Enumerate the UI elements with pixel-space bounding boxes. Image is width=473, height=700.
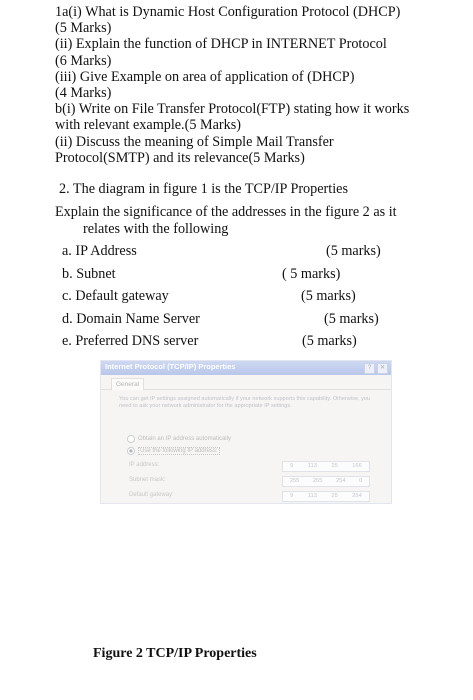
q1-line: (4 Marks)	[55, 85, 112, 102]
item-marks: (5 marks)	[302, 333, 357, 349]
q1-line: (5 Marks)	[55, 20, 112, 37]
subnet-mask-row	[127, 476, 377, 486]
list-item	[62, 266, 392, 289]
q1-line: (ii) Discuss the meaning of Simple Mail Transfer	[55, 133, 334, 150]
question-1	[55, 4, 465, 166]
octet: 113	[307, 493, 317, 499]
item-label: d. Domain Name Server	[62, 310, 200, 327]
ip-address-field[interactable]	[282, 461, 370, 472]
q1-line: 1a(i) What is Dynamic Host Configuration Protocol (DHCP)	[55, 4, 401, 20]
q1-line: with relevant example.(5 Marks)	[55, 117, 241, 134]
octet: 0	[359, 478, 363, 484]
octet: 25	[331, 493, 338, 499]
octet: 255	[312, 478, 323, 484]
dialog-titlebar	[101, 361, 391, 375]
list-item	[62, 311, 392, 334]
radio-label: Use the following IP address:	[140, 448, 218, 454]
octet: 9	[290, 493, 294, 499]
octet: 9	[290, 463, 294, 469]
item-label: e. Preferred DNS server	[62, 333, 199, 349]
dialog-description: You can get IP settings assigned automatically if your network supports this capability. Otherwise, you need to ask your network administrator for the appropriate IP settings.	[119, 396, 371, 410]
list-item	[62, 288, 392, 311]
radio-obtain-automatically[interactable]	[127, 435, 231, 443]
list-item	[62, 333, 392, 356]
radio-label: Obtain an IP address automatically	[138, 436, 231, 442]
ip-address-label: IP address:	[129, 462, 160, 468]
octet: 113	[307, 463, 317, 469]
octet: 254	[335, 478, 346, 484]
item-marks: (5 marks)	[301, 288, 356, 304]
intro-line: Explain the significance of the addresses in the figure 2 as it	[55, 204, 397, 220]
subnet-mask-label: Subnet mask:	[129, 477, 166, 483]
tab-row	[101, 375, 391, 390]
radio-button-icon[interactable]	[127, 435, 135, 443]
intro-line: relates with the following	[83, 220, 229, 237]
item-marks: (5 marks)	[324, 310, 379, 327]
list-item	[62, 243, 392, 266]
tab-general[interactable]: General	[111, 378, 144, 390]
default-gateway-field[interactable]	[282, 491, 370, 502]
q1-line: b(i) Write on File Transfer Protocol(FTP) stating how it works	[55, 101, 410, 118]
item-label: a. IP Address	[62, 243, 137, 259]
question-2-intro	[55, 204, 397, 237]
radio-use-following[interactable]	[127, 447, 220, 455]
titlebar-buttons	[364, 363, 388, 374]
q1-line: (iii) Give Example on area of application of (DHCP)	[55, 68, 355, 85]
octet: 254	[352, 493, 362, 499]
octet: 166	[352, 463, 362, 469]
dialog-title: Internet Protocol (TCP/IP) Properties	[105, 362, 236, 371]
item-marks: (5 marks)	[326, 243, 381, 259]
q1-line: (6 Marks)	[55, 52, 112, 69]
item-marks: ( 5 marks)	[282, 265, 341, 282]
q1-line: Protocol(SMTP) and its relevance(5 Marks)	[55, 149, 305, 166]
radio-button-icon[interactable]	[127, 447, 135, 455]
question-2-items	[62, 243, 392, 356]
subnet-mask-field[interactable]	[282, 476, 370, 487]
close-button[interactable]: ✕	[377, 363, 388, 374]
q1-line: (ii) Explain the function of DHCP in INTERNET Protocol	[55, 36, 387, 53]
default-gateway-row	[127, 491, 377, 501]
item-label: b. Subnet	[62, 265, 116, 282]
ip-address-row	[127, 461, 377, 471]
tcpip-properties-dialog	[100, 360, 392, 504]
octet: 255	[289, 478, 300, 484]
question-2-heading: 2. The diagram in figure 1 is the TCP/IP Properties	[59, 181, 348, 197]
figure-caption: Figure 2 TCP/IP Properties	[93, 646, 257, 661]
octet: 25	[331, 463, 338, 469]
help-button[interactable]: ?	[364, 363, 375, 374]
default-gateway-label: Default gateway:	[129, 492, 174, 498]
item-label: c. Default gateway	[62, 288, 169, 304]
